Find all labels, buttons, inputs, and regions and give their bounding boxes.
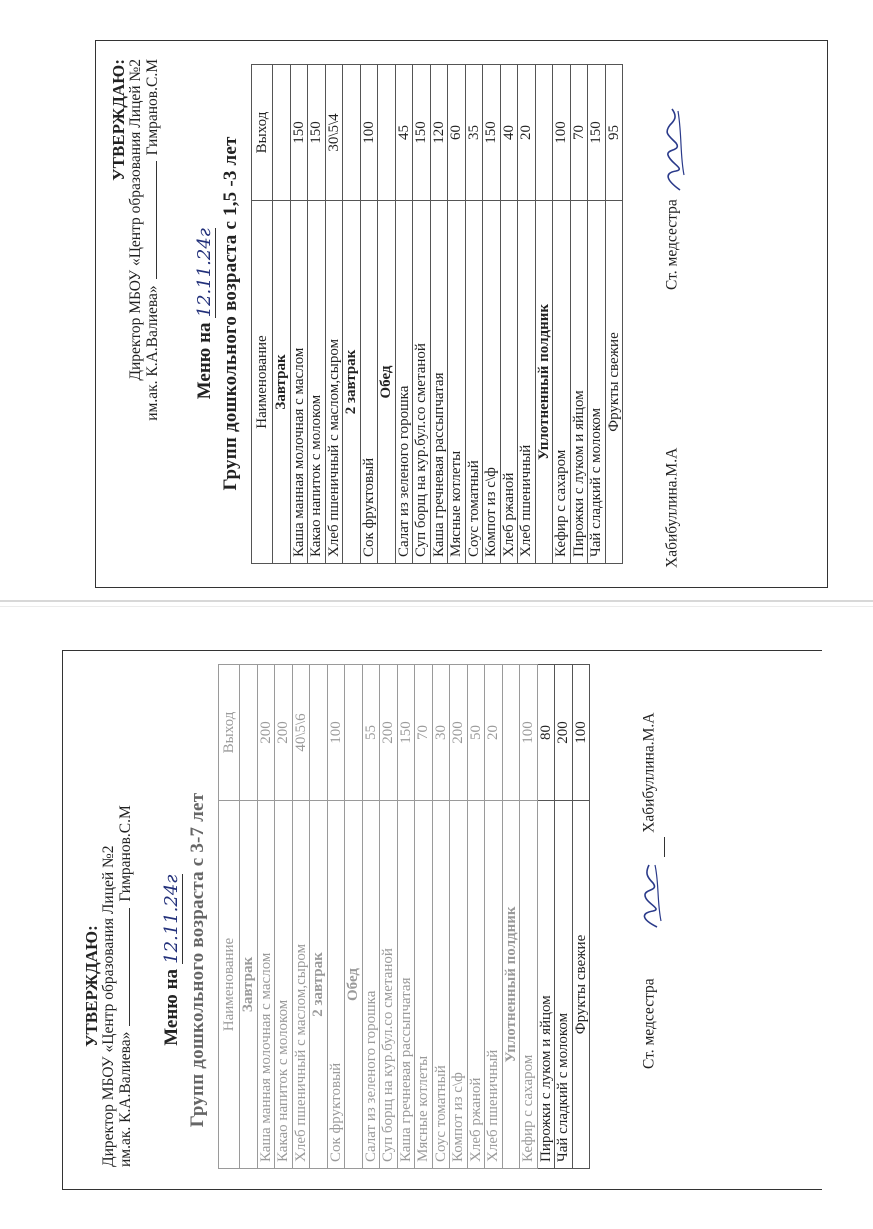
approval-school-line <box>144 59 161 421</box>
dish-name: Фрукты свежие <box>572 801 590 1169</box>
approval-director-name: Гимранов.С.М <box>117 805 134 902</box>
dish-name: Какао напиток с молоком <box>275 801 293 1169</box>
section-output-cell <box>310 665 328 801</box>
dish-name: Сок фруктовый <box>327 801 345 1169</box>
dish-output: 70 <box>570 65 588 201</box>
table-row <box>553 65 571 564</box>
section-output-cell <box>240 665 258 801</box>
header-output: Выход <box>252 65 273 201</box>
dish-name: Соус томатный <box>432 801 450 1169</box>
section-title: Завтрак <box>240 801 258 1169</box>
section-title: Уплотненный полдник <box>502 801 520 1169</box>
dish-name: Хлеб ржаной <box>467 801 485 1169</box>
menu-title <box>161 691 183 1229</box>
nurse-label: Ст. медсестра <box>663 199 681 290</box>
table-row <box>520 665 538 1169</box>
section-row <box>535 65 553 564</box>
dish-output: 200 <box>380 665 398 801</box>
table-row <box>308 65 326 564</box>
table-row <box>432 665 450 1169</box>
header-name: Наименование <box>219 801 240 1169</box>
table-header-row <box>252 65 273 564</box>
dish-output: 40 <box>500 65 518 201</box>
menu-title-prefix: Меню на <box>161 968 182 1046</box>
dish-output: 100 <box>327 665 345 801</box>
approval-block <box>110 59 161 421</box>
menu-table <box>251 64 623 564</box>
dish-name: Фрукты свежие <box>605 201 623 564</box>
menu-title-prefix: Меню на <box>194 322 215 400</box>
approval-director: Директор МБОУ «Центр образования Лицей №2 <box>127 59 144 381</box>
approval-heading: УТВЕРЖДАЮ: <box>109 59 128 181</box>
approval-school: им.ак. К.А.Валиева» <box>117 1031 134 1167</box>
section-row <box>378 65 396 564</box>
dish-name: Суп борщ на кур.бул.со сметаной <box>413 201 431 564</box>
table-row <box>327 665 345 1169</box>
dish-name: Хлеб ржаной <box>500 201 518 564</box>
table-row <box>380 665 398 1169</box>
dish-output: 20 <box>518 65 536 201</box>
dish-name: Какао напиток с молоком <box>308 201 326 564</box>
dish-output: 95 <box>605 65 623 201</box>
table-row <box>570 65 588 564</box>
dish-name: Мясные котлеты <box>448 201 466 564</box>
dish-name: Кефир с сахаром <box>553 201 571 564</box>
table-header-row <box>219 665 240 1169</box>
table-row <box>450 665 468 1169</box>
table-row <box>415 665 433 1169</box>
dish-output: 150 <box>413 65 431 201</box>
menu-sheet-toddlers <box>95 40 828 588</box>
dish-name: Хлеб пшеничный <box>485 801 503 1169</box>
nurse-signature <box>656 105 690 568</box>
dish-output: 40\5\6 <box>292 665 310 801</box>
table-row <box>362 665 380 1169</box>
dish-output: 30\5\4 <box>325 65 343 201</box>
dish-name: Каша гречневая рассыпчатая <box>397 801 415 1169</box>
handwritten-signature-icon <box>656 105 690 195</box>
dish-output: 150 <box>483 65 501 201</box>
dish-output: 100 <box>520 665 538 801</box>
dish-name: Каша манная молочная с маслом <box>257 801 275 1169</box>
dish-output: 100 <box>553 65 571 201</box>
nurse-name: Хабибуллина.М.А <box>663 447 681 568</box>
section-title: 2 завтрак <box>310 801 328 1169</box>
dish-output: 150 <box>588 65 606 201</box>
dish-name: Хлеб пшеничный с маслом,сыром <box>292 801 310 1169</box>
table-row <box>467 665 485 1169</box>
header-output: Выход <box>219 665 240 801</box>
section-title: 2 завтрак <box>343 201 361 564</box>
signature-blank <box>144 161 157 279</box>
approval-director: Директор МБОУ «Центр образования Лицей №2 <box>100 845 117 1167</box>
table-row <box>290 65 308 564</box>
table-row <box>395 65 413 564</box>
approval-heading: УТВЕРЖДАЮ: <box>82 925 101 1048</box>
table-row <box>275 665 293 1169</box>
section-output-cell <box>378 65 396 201</box>
dish-output: 35 <box>465 65 483 201</box>
menu-date: 12.11.24г <box>161 874 182 964</box>
table-row <box>413 65 431 564</box>
nurse-signature <box>635 713 665 1069</box>
dish-output: 20 <box>485 665 503 801</box>
dish-name: Соус томатный <box>465 201 483 564</box>
dish-output: 55 <box>362 665 380 801</box>
table-row <box>325 65 343 564</box>
section-output-cell <box>502 665 520 801</box>
dish-name: Чай сладкий с молоком <box>555 801 573 1169</box>
dish-output: 100 <box>360 65 378 201</box>
dish-name: Мясные котлеты <box>415 801 433 1169</box>
approval-director-name: Гимранов.С.М <box>144 59 161 156</box>
signature-line <box>650 837 665 857</box>
table-row <box>483 65 501 564</box>
table-row <box>518 65 536 564</box>
nurse-name: Хабибуллина.М.А <box>640 712 658 833</box>
dish-name: Кефир с сахаром <box>520 801 538 1169</box>
section-title: Уплотненный полдник <box>535 201 553 564</box>
dish-name: Салат из зеленого горошка <box>395 201 413 564</box>
menu-table <box>218 664 590 1169</box>
dish-name: Компот из с\ф <box>483 201 501 564</box>
dish-output: 80 <box>537 665 555 801</box>
group-title: Групп дошкольного возраста с 1,5 -3 лет <box>220 136 241 491</box>
dish-output: 200 <box>450 665 468 801</box>
dish-output: 50 <box>467 665 485 801</box>
table-row <box>537 665 555 1169</box>
dish-name: Сок фруктовый <box>360 201 378 564</box>
menu-sheet-preschool <box>62 650 822 1190</box>
approval-school: им.ак. К.А.Валиева» <box>144 285 161 421</box>
dish-name: Хлеб пшеничный с маслом,сыром <box>325 201 343 564</box>
dish-output: 120 <box>430 65 448 201</box>
table-row <box>360 65 378 564</box>
table-row <box>500 65 518 564</box>
table-row <box>257 665 275 1169</box>
dish-name: Суп борщ на кур.бул.со сметаной <box>380 801 398 1169</box>
section-output-cell <box>343 65 361 201</box>
section-output-cell <box>535 65 553 201</box>
table-row <box>485 665 503 1169</box>
table-row <box>555 665 573 1169</box>
dish-output: 60 <box>448 65 466 201</box>
section-title: Обед <box>345 801 363 1169</box>
section-row <box>345 665 363 1169</box>
section-row <box>343 65 361 564</box>
section-output-cell <box>345 665 363 801</box>
dish-output: 200 <box>257 665 275 801</box>
table-row <box>465 65 483 564</box>
section-row <box>310 665 328 1169</box>
section-title: Обед <box>378 201 396 564</box>
page-fold <box>0 600 873 602</box>
dish-output: 70 <box>415 665 433 801</box>
menu-date: 12.11.24г <box>194 228 215 318</box>
section-row <box>273 65 291 564</box>
handwritten-signature-icon <box>635 861 665 931</box>
section-output-cell <box>273 65 291 201</box>
dish-output: 45 <box>395 65 413 201</box>
dish-name: Каша манная молочная с маслом <box>290 201 308 564</box>
table-row <box>588 65 606 564</box>
signature-blank <box>117 908 130 1026</box>
dish-output: 200 <box>555 665 573 801</box>
approval-block <box>83 805 134 1167</box>
dish-output: 150 <box>290 65 308 201</box>
section-row <box>502 665 520 1169</box>
dish-name: Компот из с\ф <box>450 801 468 1169</box>
table-row <box>605 65 623 564</box>
group-title: Групп дошкольного возраста с 3-7 лет <box>187 792 208 1128</box>
dish-name: Салат из зеленого горошка <box>362 801 380 1169</box>
dish-name: Пирожки с луком и яйцом <box>537 801 555 1169</box>
table-row <box>292 665 310 1169</box>
dish-output: 150 <box>308 65 326 201</box>
header-name: Наименование <box>252 201 273 564</box>
dish-output: 150 <box>397 665 415 801</box>
dish-output: 200 <box>275 665 293 801</box>
dish-output: 100 <box>572 665 590 801</box>
dish-name: Каша гречневая рассыпчатая <box>430 201 448 564</box>
section-row <box>240 665 258 1169</box>
dish-name: Чай сладкий с молоком <box>588 201 606 564</box>
nurse-label: Ст. медсестра <box>640 978 658 1069</box>
table-row <box>572 665 590 1169</box>
page-fold-shadow <box>0 606 873 607</box>
table-row <box>397 665 415 1169</box>
dish-name: Хлеб пшеничный <box>518 201 536 564</box>
dish-name: Пирожки с луком и яйцом <box>570 201 588 564</box>
approval-school-line <box>117 805 134 1167</box>
table-row <box>430 65 448 564</box>
menu-title <box>194 41 216 586</box>
table-row <box>448 65 466 564</box>
section-title: Завтрак <box>273 201 291 564</box>
dish-output: 30 <box>432 665 450 801</box>
